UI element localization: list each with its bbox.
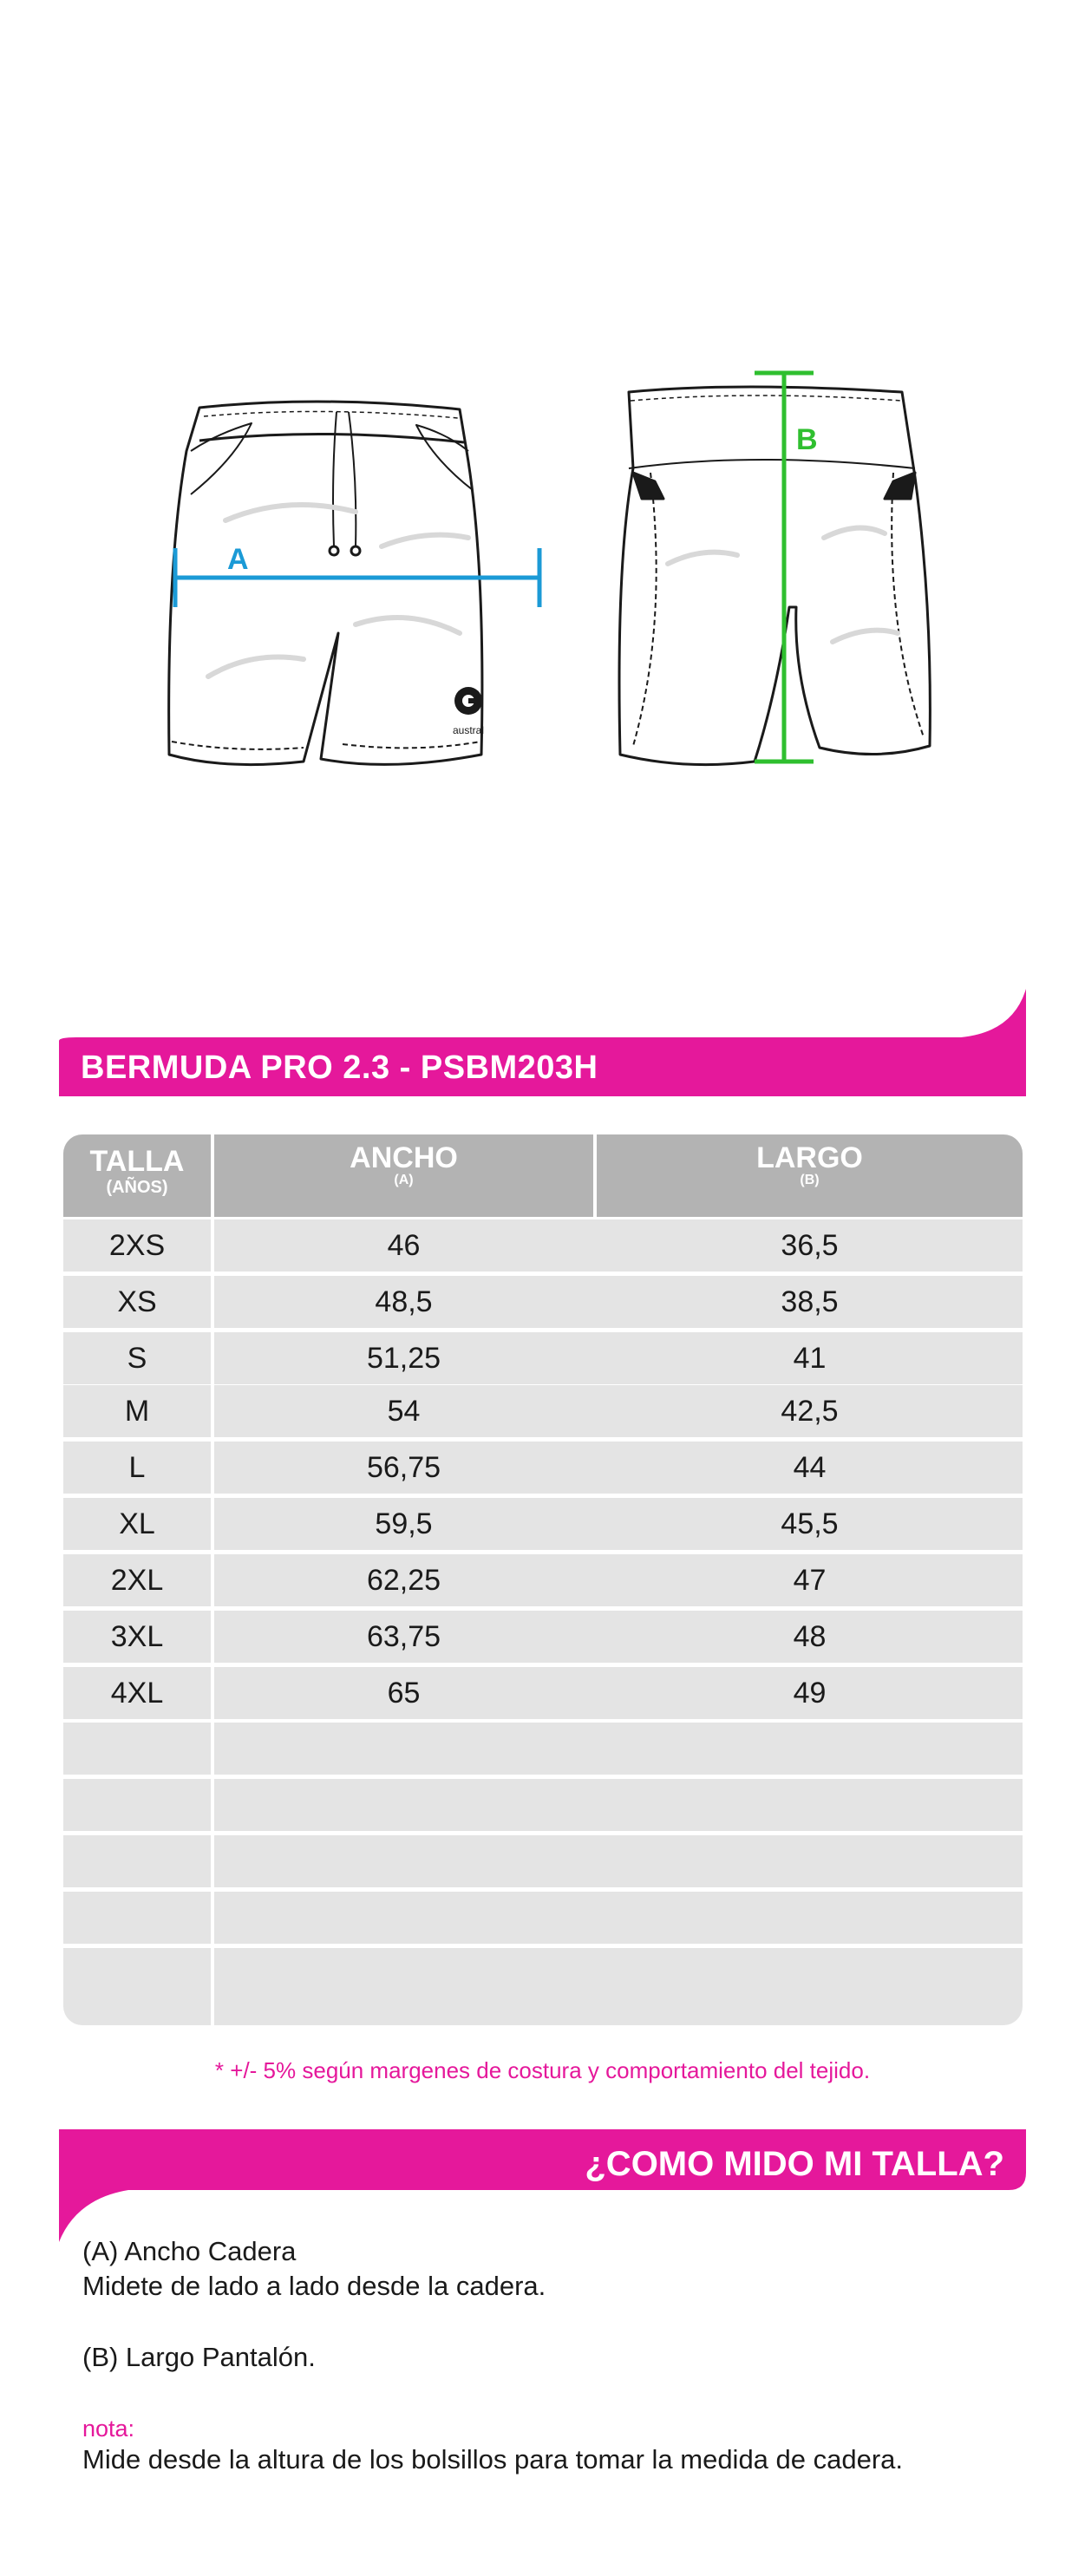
how-to-measure-bar — [59, 2129, 1026, 2242]
table-cell-largo: 42,5 — [597, 1385, 1023, 1437]
table-cell-largo: 47 — [597, 1554, 1023, 1606]
table-cell-ancho — [214, 1892, 607, 1944]
measure-b-title: (B) Largo Pantalón. — [82, 2342, 316, 2372]
measure-a-title: (A) Ancho Cadera — [82, 2236, 297, 2266]
table-cell-largo: 48 — [597, 1611, 1023, 1663]
header-talla — [63, 1134, 211, 1217]
tolerance-note: * +/- 5% según margenes de costura y comportamiento del tejido. — [214, 2057, 871, 2083]
header-ancho — [214, 1134, 593, 1217]
measure-a-label: A — [227, 543, 249, 576]
table-cell-largo — [597, 1779, 1023, 1831]
table-cell-largo: 41 — [597, 1332, 1023, 1384]
table-cell-talla: S — [63, 1332, 211, 1384]
measure-b-label: B — [796, 423, 818, 456]
table-cell-ancho: 59,5 — [214, 1498, 607, 1550]
table-cell-ancho: 65 — [214, 1667, 607, 1719]
table-cell-largo — [597, 1835, 1023, 1887]
shorts-measurement-drawing — [130, 347, 963, 807]
note-label: nota: — [82, 2416, 135, 2442]
table-cell-largo: 49 — [597, 1667, 1023, 1719]
front-shorts-drawing — [169, 402, 485, 765]
table-cell-ancho — [214, 1948, 607, 2025]
size-table — [63, 1134, 1023, 2025]
header-largo-sub: (B) — [800, 1173, 820, 1187]
table-cell-largo: 45,5 — [597, 1498, 1023, 1550]
table-cell-ancho: 62,25 — [214, 1554, 607, 1606]
measure-a-description: Midete de lado a lado desde la cadera. — [82, 2271, 546, 2301]
svg-text:austral: austral — [452, 724, 485, 736]
table-cell-largo — [597, 1723, 1023, 1775]
table-cell-talla: XL — [63, 1498, 211, 1550]
table-cell-talla — [63, 1948, 211, 2025]
table-cell-ancho: 56,75 — [214, 1442, 607, 1494]
header-talla-label: TALLA — [89, 1145, 185, 1178]
table-cell-talla — [63, 1892, 211, 1944]
table-cell-talla: 4XL — [63, 1667, 211, 1719]
how-to-measure-title: ¿COMO MIDO MI TALLA? — [585, 2145, 1004, 2183]
table-cell-ancho — [214, 1723, 607, 1775]
table-cell-talla: XS — [63, 1276, 211, 1328]
table-cell-talla — [63, 1723, 211, 1775]
product-title: BERMUDA PRO 2.3 - PSBM203H — [81, 1049, 598, 1086]
table-cell-ancho: 48,5 — [214, 1276, 607, 1328]
table-cell-talla: 3XL — [63, 1611, 211, 1663]
table-cell-ancho: 46 — [214, 1219, 607, 1272]
table-cell-ancho — [214, 1835, 607, 1887]
header-largo — [597, 1134, 1023, 1217]
table-cell-talla: M — [63, 1385, 211, 1437]
table-cell-ancho: 63,75 — [214, 1611, 607, 1663]
table-cell-talla: 2XL — [63, 1554, 211, 1606]
header-ancho-sub: (A) — [394, 1173, 414, 1187]
table-cell-talla: 2XS — [63, 1219, 211, 1272]
table-cell-talla: L — [63, 1442, 211, 1494]
header-ancho-label: ANCHO — [350, 1141, 458, 1174]
table-cell-largo — [597, 1948, 1023, 2025]
table-cell-largo: 38,5 — [597, 1276, 1023, 1328]
table-cell-largo — [597, 1892, 1023, 1944]
header-largo-label: LARGO — [756, 1141, 863, 1174]
product-title-bar — [59, 989, 1026, 1096]
table-cell-talla — [63, 1779, 211, 1831]
header-talla-sub: (AÑOS) — [106, 1178, 168, 1197]
back-shorts-drawing — [619, 387, 930, 765]
table-cell-ancho — [214, 1779, 607, 1831]
table-cell-ancho: 54 — [214, 1385, 607, 1437]
table-cell-talla — [63, 1835, 211, 1887]
table-cell-largo: 36,5 — [597, 1219, 1023, 1272]
table-cell-ancho: 51,25 — [214, 1332, 607, 1384]
table-cell-largo: 44 — [597, 1442, 1023, 1494]
note-text: Mide desde la altura de los bolsillos para tomar la medida de cadera. — [82, 2444, 904, 2475]
